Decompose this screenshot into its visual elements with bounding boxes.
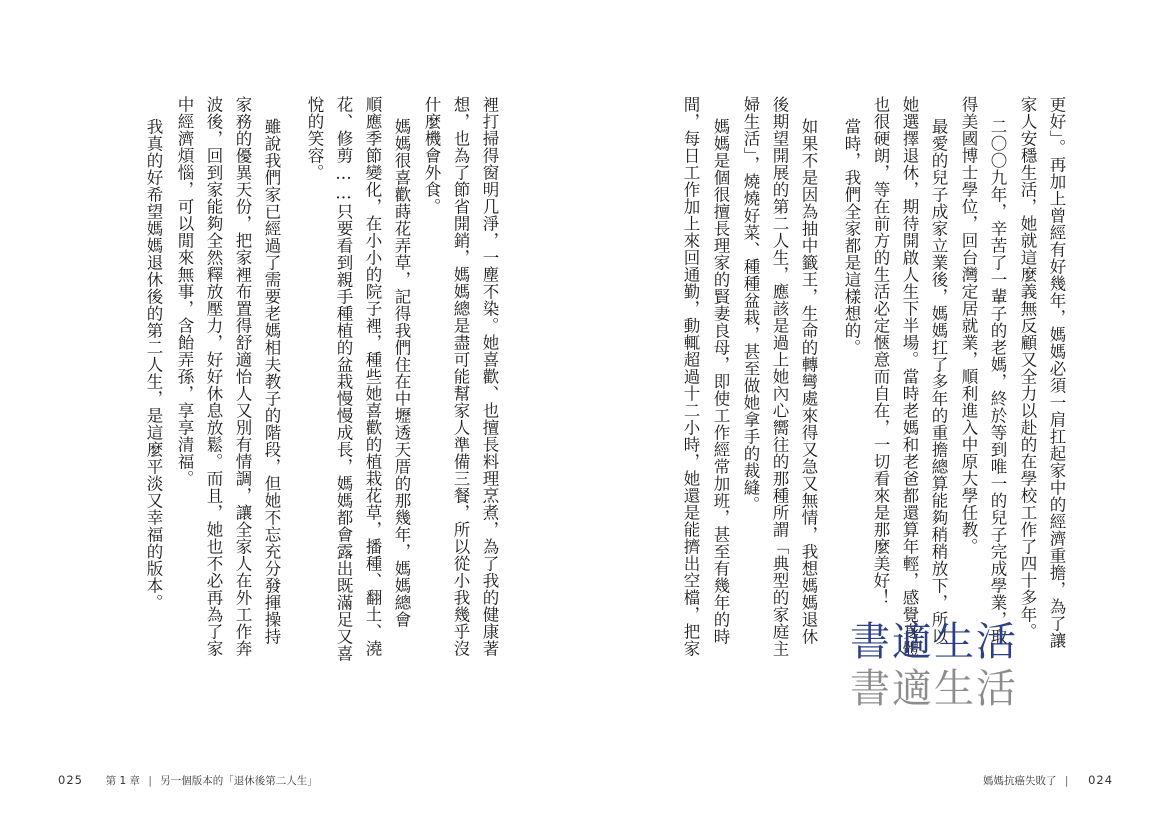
text-column: 當時，我們全家都是這樣想的。 (842, 118, 861, 356)
text-column: 她選擇退休，期待開啟人生下半場。當時老媽和老爸都還算年輕，感覺身體 (900, 96, 919, 657)
text-column: 間，每日工作加上來回通勤，動輒超過十二小時，她還是能擠出空檔，把家 (681, 96, 700, 657)
text-column: 二〇〇九年，辛苦了一輩子的老媽，終於等到唯一的兒子完成學業，取 (988, 118, 1007, 645)
text-column: 想，也為了節省開銷，媽媽總是盡可能幫家人準備三餐，所以從小我幾乎沒 (451, 96, 470, 657)
page-number: 025 (58, 773, 83, 787)
running-title: 媽媽抗癌失敗了 (983, 775, 1057, 787)
chapter-label: 第 1 章 (105, 775, 140, 787)
text-column: 家人安穩生活，她就這麼義無反顧又全力以赴的在學校工作了四十多年。 (1018, 96, 1037, 640)
text-column: 波後，回到家能夠全然釋放壓力，好好休息放鬆。而且，她也不必再為了家 (204, 96, 223, 657)
text-column: 悅的笑容。 (305, 96, 324, 181)
text-column: 媽媽很喜歡蒔花弄草，記得我們住在中壢透天厝的那幾年，媽媽總會 (392, 118, 411, 628)
text-column: 什麼機會外食。 (422, 96, 441, 215)
page-footer-right (983, 773, 1113, 788)
chapter-title: 另一個版本的「退休後第二人生」 (160, 775, 318, 787)
text-column: 也很硬朗，等在前方的生活必定愜意而自在，一切看來是那麼美好！ (871, 96, 890, 606)
text-column: 婦生活」，燒燒好菜、種種盆栽，甚至做她拿手的裁縫。 (741, 96, 760, 513)
text-column: 家務的優異天份，把家裡布置得舒適怡人又別有情調，讓全家人在外工作奔 (233, 96, 252, 657)
footer-divider: | (148, 775, 152, 787)
text-column: 花、修剪……只要看到親手種植的盆栽慢慢成長，媽媽都會露出既滿足又喜 (334, 96, 353, 662)
page-number: 024 (1088, 773, 1114, 787)
text-column: 我真的好希望媽媽退休後的第二人生，是這麼平淡又幸福的版本。 (144, 118, 163, 611)
page-footer-left (58, 773, 318, 788)
text-column: 媽媽是個很擅長理家的賢妻良母，即使工作經常加班，甚至有幾年的時 (711, 118, 730, 645)
watermark-logo-blue: 書適生活 (850, 619, 1018, 665)
text-column: 得美國博士學位，回台灣定居就業，順利進入中原大學任教。 (959, 96, 978, 555)
text-column: 最愛的兒子成家立業後，媽媽扛了多年的重擔總算能夠稍稍放下，所以 (929, 118, 948, 645)
text-column: 如果不是因為抽中籤王，生命的轉彎處來得又急又無情，我想媽媽退休 (799, 118, 818, 645)
text-column: 中經濟煩惱，可以閒來無事，含飴弄孫，享享清福。 (175, 96, 194, 487)
text-column: 雖說我們家已經過了需要老媽相夫教子的階段，但她不忘充分發揮操持 (262, 118, 281, 645)
watermark-logo-gray: 書適生活 (850, 666, 1018, 712)
text-column: 後期望開展的第二人生，應該是過上她內心嚮往的那種所謂「典型的家庭主 (770, 96, 789, 657)
text-column: 裡打掃得窗明几淨，一塵不染。她喜歡、也擅長料理烹煮，為了我的健康著 (480, 96, 499, 657)
footer-divider: | (1064, 775, 1069, 787)
text-column: 更好」。再加上曾經有好幾年，媽媽必須一肩扛起家中的經濟重擔，為了讓 (1047, 96, 1066, 649)
text-column: 順應季節變化，在小小的院子裡，種些她喜歡的植栽花草，播種、翻土、澆 (363, 96, 382, 657)
